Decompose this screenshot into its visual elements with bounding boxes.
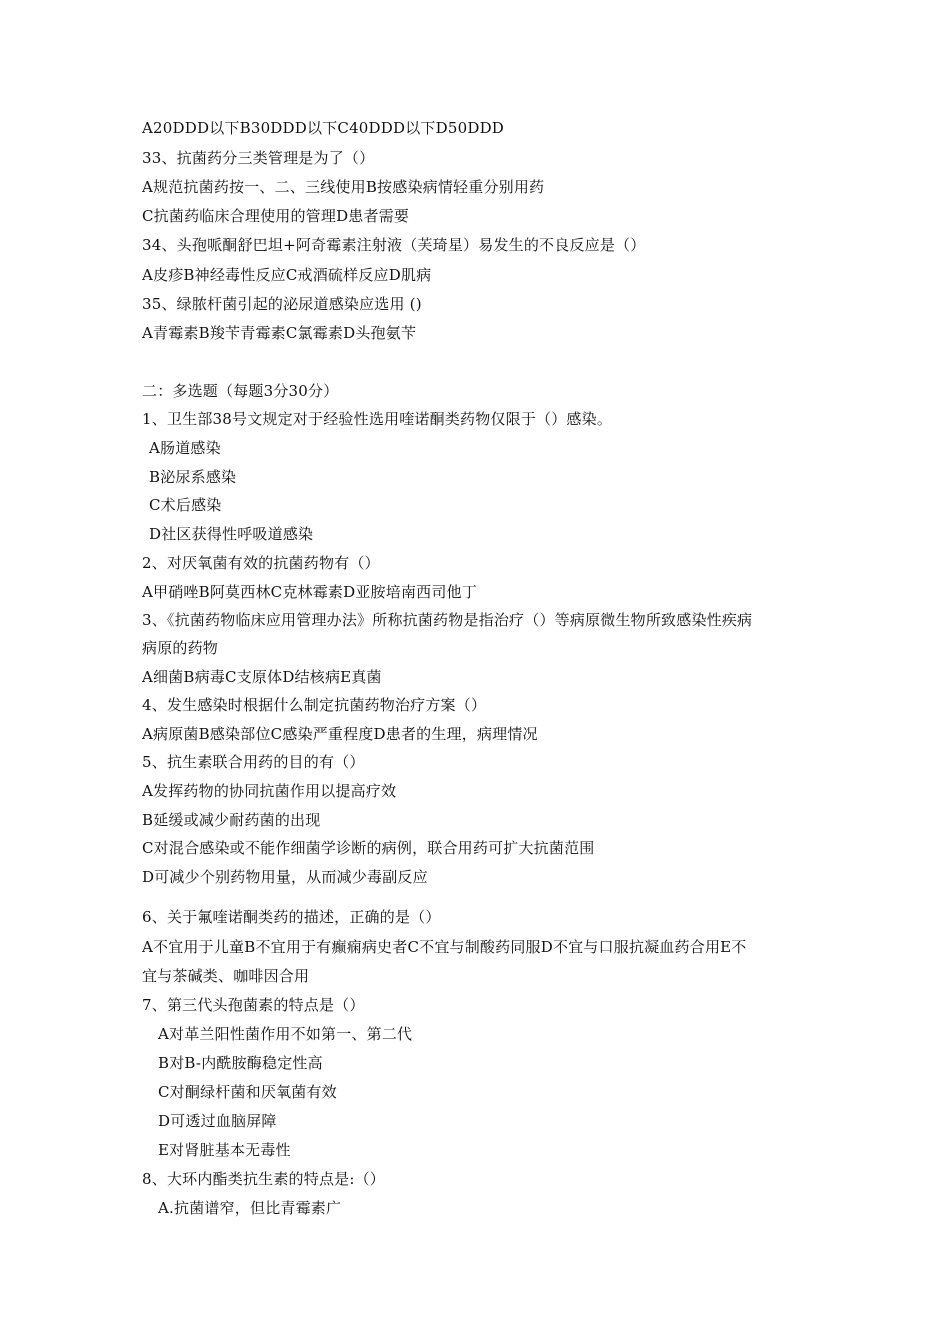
- mc-question-7: 7、第三代头孢菌素的特点是（）: [142, 996, 365, 1014]
- mc-question-5-option-b: B延缓或减少耐药菌的出现: [142, 811, 321, 829]
- question-35-options: A青霉素B羧苄青霉素C氯霉素D头孢氨苄: [142, 324, 417, 342]
- question-33-options-1: A规范抗菌药按一、二、三线使用B按感染病情轻重分别用药: [142, 178, 545, 196]
- mc-question-5-option-d: D可减少个别药物用量，从而减少毒副反应: [142, 868, 428, 886]
- mc-question-7-option-d: D可透过血脑屏障: [158, 1112, 277, 1130]
- question-33: 33、抗菌药分三类管理是为了（）: [142, 149, 375, 167]
- question-34: 34、头孢哌酮舒巴坦+阿奇霉素注射液（芙琦星）易发生的不良反应是（）: [142, 236, 646, 254]
- mc-question-2: 2、对厌氧菌有效的抗菌药物有（）: [142, 554, 380, 572]
- mc-question-1-option-d: D社区获得性呼吸道感染: [149, 525, 314, 543]
- text-line: A20DDD以下B30DDD以下C40DDD以下D50DDD: [142, 119, 505, 137]
- mc-question-8-option-a: A.抗菌谱窄，但比青霉素广: [158, 1199, 342, 1217]
- mc-question-2-options: A甲硝唑B阿莫西林C克林霉素D亚胺培南西司他丁: [142, 583, 477, 601]
- mc-question-7-option-e: E对肾脏基本无毒性: [158, 1141, 291, 1159]
- section-heading-multiple-choice: 二：多选题（每题3分30分）: [142, 382, 339, 400]
- mc-question-3-continued: 病原的药物: [142, 639, 219, 657]
- mc-question-1: 1、卫生部38号文规定对于经验性选用喹诺酮类药物仅限于（）感染。: [142, 410, 613, 428]
- mc-question-6: 6、关于氟喹诺酮类药的描述，正确的是（）: [142, 908, 441, 926]
- mc-question-7-option-b: B对B-内酰胺酶稳定性高: [158, 1054, 323, 1072]
- mc-question-3: 3、《抗菌药物临床应用管理办法》所称抗菌药物是指治疗（）等病原微生物所致感染性疾病: [142, 611, 753, 629]
- mc-question-1-option-b: B泌尿系感染: [149, 468, 237, 486]
- mc-question-1-option-a: A肠道感染: [149, 439, 221, 457]
- mc-question-8: 8、大环内酯类抗生素的特点是:（）: [142, 1170, 385, 1188]
- question-33-options-2: C抗菌药临床合理使用的管理D患者需要: [142, 207, 410, 225]
- mc-question-6-options-continued: 宜与茶碱类、咖啡因合用: [142, 967, 310, 985]
- mc-question-4: 4、发生感染时根据什么制定抗菌药物治疗方案（）: [142, 696, 487, 714]
- mc-question-5-option-a: A发挥药物的协同抗菌作用以提高疗效: [142, 782, 397, 800]
- question-34-options: A皮疹B神经毒性反应C戒酒硫样反应D肌病: [142, 266, 432, 284]
- mc-question-5-option-c: C对混合感染或不能作细菌学诊断的病例，联合用药可扩大抗菌范围: [142, 839, 595, 857]
- mc-question-6-options: A不宜用于儿童B不宜用于有癫痫病史者C不宜与制酸药同服D不宜与口服抗凝血药合用E不: [142, 938, 747, 956]
- mc-question-4-options: A病原菌B感染部位C感染严重程度D患者的生理，病理情况: [142, 725, 538, 743]
- mc-question-7-option-a: A对革兰阳性菌作用不如第一、第二代: [158, 1025, 413, 1043]
- mc-question-5: 5、抗生素联合用药的目的有（）: [142, 753, 365, 771]
- mc-question-7-option-c: C对酮绿杆菌和厌氧菌有效: [158, 1083, 337, 1101]
- mc-question-3-options: A细菌B病毒C支原体D结核病E真菌: [142, 668, 382, 686]
- question-35: 35、绿脓杆菌引起的泌尿道感染应选用 (): [142, 295, 422, 313]
- mc-question-1-option-c: C术后感染: [149, 496, 222, 514]
